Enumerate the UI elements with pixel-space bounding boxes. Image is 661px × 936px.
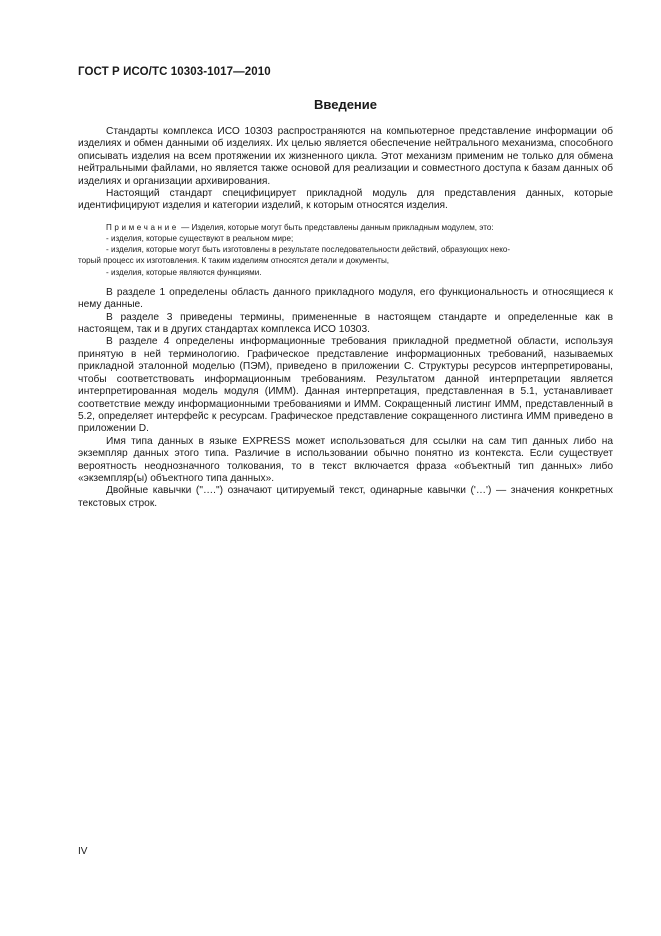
paragraph-section4: В разделе 4 определены информационные требования прикладной предметной области, используя принятую в ней терминологию. Графическое представление информационных требований, называемых прикладной эталонной моделью (ПЭМ), приведено в приложении С. Структуры ресурсов интерпретированы, чтобы соответствовать информационным требованиям. Результатом данной интерпретации является интерпретированная модель модуля (ИММ). Данная интерпретация, представленная в 5.1, устанавливает соответствие между информационными требованиями и ИММ. Сокращенный листинг ИММ, представленный в 5.2, определяет интерфейс к ресурсам. Графическое представление сокращенного листинга ИММ приведено в приложении D. [78,336,613,435]
page-number: IV [78,846,88,857]
note-block [78,222,613,278]
body-text [78,126,613,510]
note-item: - изделия, которые могут быть изготовлены в результате последовательности действий, образующих неко- [106,245,511,255]
section-title: Введение [314,97,377,112]
note-item-continuation: торый процесс их изготовления. К таким изделиям относятся детали и документы, [78,256,390,266]
paragraph-purpose: Настоящий стандарт специфицирует прикладной модуль для представления данных, которые идентифицируют изделия и категории изделий, к которым относятся изделия. [78,188,613,212]
note-label: Примечание [106,222,179,232]
paragraph-section1: В разделе 1 определены область данного прикладного модуля, его функциональность и относящиеся к нему данные. [78,286,613,311]
document-header: ГОСТ Р ИСО/ТС 10303-1017—2010 [78,66,271,78]
paragraph-section3: В разделе 3 приведены термины, примененные в настоящем стандарте и определенные как в настоящем, так и в других стандартах комплекса ИСО 10303. [78,311,613,336]
note-intro: — Изделия, которые могут быть представлены данным прикладным модулем, это: [178,222,494,232]
paragraph-scope: Стандарты комплекса ИСО 10303 распространяются на компьютерное представление информации об изделиях и обмен данными об изделиях. Их целью является обеспечение нейтрального механизма, способного описывать изделия на всем протяжении их жизненного цикла. Этот механизм применим не только для обмена нейтральными файлами, но является также основой для реализации и совместного доступа к базам данных об изделиях и организации архивирования. [78,126,613,187]
paragraph-express: Имя типа данных в языке EXPRESS может использоваться для ссылки на сам тип данных либо на экземпляр данных этого типа. Различие в использовании обычно понятно из контекста. Если существует вероятность неоднозначного толкования, то в текст включается фраза «объектный тип данных» либо «экземпляр(ы) объектного типа данных». [78,435,613,484]
note-item: - изделия, которые являются функциями. [106,267,262,277]
note-intro-line [78,222,613,233]
note-item: - изделия, которые существуют в реальном мире; [106,234,294,244]
paragraph-quotes: Двойные кавычки ("….") означают цитируемый текст, одинарные кавычки ('…') — значения конкретных текстовых строк. [78,485,613,509]
